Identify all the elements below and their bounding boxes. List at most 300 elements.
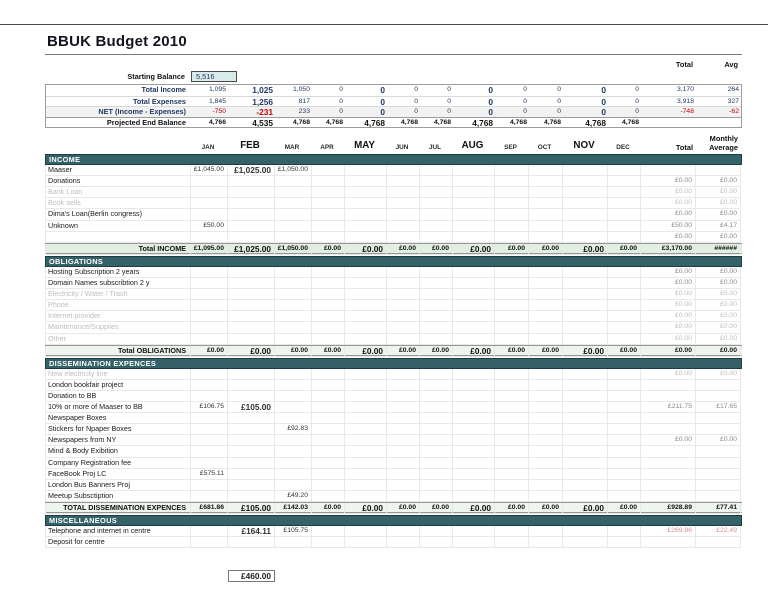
cell-apr[interactable] — [312, 469, 345, 480]
cell-dec[interactable] — [608, 491, 641, 502]
cell-dec[interactable] — [608, 559, 641, 570]
cell-total[interactable]: £0.00 — [641, 369, 696, 380]
cell-jan[interactable]: £1,095.00 — [191, 244, 228, 255]
month-header-cell[interactable]: DEC — [616, 144, 630, 151]
cell-dec[interactable] — [608, 570, 641, 581]
cell-apr[interactable] — [312, 480, 345, 491]
cell-nov[interactable] — [563, 570, 608, 581]
row-label-cell[interactable]: Maintenance/Supplies — [45, 322, 191, 333]
summary-row-label[interactable]: Projected End Balance — [106, 117, 186, 127]
cell-mar[interactable] — [275, 570, 312, 581]
row-label-cell[interactable]: Domain Names subscribtion 2 y — [45, 278, 191, 289]
cell-total[interactable]: £0.00 — [641, 278, 696, 289]
cell-nov[interactable]: £0.00 — [563, 503, 608, 514]
cell-jun[interactable] — [387, 165, 420, 176]
cell-apr[interactable] — [312, 232, 345, 243]
cell-may[interactable] — [345, 289, 387, 300]
cell-avg[interactable]: £0.00 — [696, 278, 741, 289]
row-label-cell[interactable]: Phone — [45, 300, 191, 311]
cell-jan[interactable] — [191, 232, 228, 243]
cell-feb[interactable] — [228, 391, 275, 402]
cell-sep[interactable] — [495, 435, 529, 446]
cell-may[interactable] — [345, 469, 387, 480]
cell-jan[interactable] — [191, 209, 228, 220]
cell-apr[interactable]: 4,768 — [325, 118, 343, 126]
cell-jun[interactable] — [387, 413, 420, 424]
cell-nov[interactable] — [563, 469, 608, 480]
cell-sep[interactable]: £0.00 — [495, 346, 529, 357]
row-label-cell[interactable]: FaceBook Proj LC — [45, 469, 191, 480]
cell-feb[interactable] — [228, 491, 275, 502]
cell-jan[interactable] — [191, 548, 228, 559]
cell-nov[interactable] — [563, 311, 608, 322]
cell-apr[interactable] — [312, 458, 345, 469]
cell-jul[interactable] — [420, 221, 453, 232]
cell-apr[interactable] — [312, 413, 345, 424]
cell-apr[interactable]: 0 — [339, 97, 343, 105]
cell-apr[interactable] — [312, 165, 345, 176]
cell-total[interactable]: 3,170 — [676, 86, 694, 93]
cell-avg[interactable]: £0.00 — [696, 369, 741, 380]
cell-total[interactable] — [641, 480, 696, 491]
cell-may[interactable] — [345, 526, 387, 537]
cell-aug[interactable] — [453, 446, 495, 457]
cell-apr[interactable] — [312, 446, 345, 457]
row-label-cell[interactable]: Bank Loan — [45, 187, 191, 198]
cell-total[interactable]: £0.00 — [641, 289, 696, 300]
cell-oct[interactable] — [529, 435, 563, 446]
cell-feb[interactable]: £105.00 — [228, 402, 275, 413]
cell-dec[interactable] — [608, 469, 641, 480]
summary-row-label[interactable]: Total Expenses — [133, 96, 186, 106]
cell-total[interactable]: £0.00 — [641, 209, 696, 220]
cell-nov[interactable] — [563, 380, 608, 391]
cell-mar[interactable] — [275, 537, 312, 548]
cell-aug[interactable] — [453, 570, 495, 581]
cell-avg[interactable]: £0.00 — [696, 289, 741, 300]
cell-aug[interactable] — [453, 391, 495, 402]
cell-may[interactable]: £0.00 — [345, 503, 387, 514]
cell-dec[interactable]: £0.00 — [608, 346, 641, 357]
cell-jun[interactable] — [387, 526, 420, 537]
cell-jun[interactable] — [387, 300, 420, 311]
month-header-cell[interactable]: MAR — [284, 144, 300, 151]
cell-dec[interactable] — [608, 458, 641, 469]
section-header[interactable]: DISSEMINATION EXPENCES — [45, 358, 742, 369]
row-label-cell[interactable]: London bookfair project — [45, 380, 191, 391]
cell-jan[interactable] — [191, 570, 228, 581]
cell-mar[interactable] — [275, 413, 312, 424]
cell-sep[interactable] — [495, 289, 529, 300]
cell-may[interactable] — [345, 165, 387, 176]
row-label-cell[interactable]: Company Registration fee — [45, 458, 191, 469]
cell-aug[interactable]: £0.00 — [453, 346, 495, 357]
cell-feb[interactable]: £1,025.00 — [228, 244, 275, 255]
cell-nov[interactable] — [563, 322, 608, 333]
cell-avg[interactable]: £0.00 — [696, 346, 741, 357]
cell-mar[interactable] — [275, 221, 312, 232]
cell-aug[interactable] — [453, 198, 495, 209]
cell-nov[interactable]: 4,768 — [585, 117, 606, 128]
cell-dec[interactable] — [608, 435, 641, 446]
cell-jul[interactable] — [420, 278, 453, 289]
cell-feb[interactable] — [228, 278, 275, 289]
row-label-cell[interactable]: Maaser — [45, 165, 191, 176]
cell-may[interactable] — [345, 176, 387, 187]
cell-dec[interactable] — [608, 548, 641, 559]
cell-mar[interactable]: £1,050.00 — [275, 165, 312, 176]
month-header-cell[interactable]: OCT — [537, 144, 552, 151]
monthly-total-label[interactable]: Total — [675, 143, 693, 152]
cell-jun[interactable]: 0 — [414, 108, 418, 115]
cell-avg[interactable] — [696, 458, 741, 469]
cell-aug[interactable] — [453, 526, 495, 537]
cell-total[interactable] — [641, 424, 696, 435]
cell-may[interactable] — [345, 232, 387, 243]
cell-aug[interactable] — [453, 435, 495, 446]
cell-avg[interactable]: -62 — [729, 108, 739, 115]
avg-column-header[interactable]: Avg — [724, 60, 738, 69]
cell-feb[interactable] — [228, 424, 275, 435]
row-label-cell[interactable]: New electricity line — [45, 369, 191, 380]
cell-sep[interactable]: 4,768 — [509, 118, 527, 126]
cell-jul[interactable] — [420, 232, 453, 243]
cell-mar[interactable] — [275, 311, 312, 322]
cell-mar[interactable] — [275, 300, 312, 311]
cell-nov[interactable] — [563, 435, 608, 446]
cell-jun[interactable]: £0.00 — [387, 346, 420, 357]
cell-jun[interactable] — [387, 198, 420, 209]
cell-feb[interactable]: 1,256 — [252, 96, 273, 107]
cell-feb[interactable]: £0.00 — [228, 346, 275, 357]
cell-may[interactable] — [345, 300, 387, 311]
row-label-cell[interactable]: Deposit for centre — [45, 537, 191, 548]
cell-avg[interactable] — [696, 491, 741, 502]
cell-mar[interactable]: 4,768 — [292, 118, 310, 126]
cell-oct[interactable] — [529, 267, 563, 278]
monthly-label[interactable]: Monthly — [709, 134, 738, 143]
cell-jul[interactable] — [420, 176, 453, 187]
cell-aug[interactable] — [453, 221, 495, 232]
cell-jun[interactable]: £0.00 — [387, 244, 420, 255]
cell-apr[interactable] — [312, 322, 345, 333]
cell-aug[interactable] — [453, 548, 495, 559]
cell-jun[interactable] — [387, 570, 420, 581]
cell-oct[interactable] — [529, 278, 563, 289]
cell-jan[interactable] — [191, 480, 228, 491]
cell-jul[interactable] — [420, 435, 453, 446]
cell-total[interactable]: £211.75 — [641, 402, 696, 413]
cell-aug[interactable] — [453, 322, 495, 333]
cell-jun[interactable] — [387, 176, 420, 187]
cell-jun[interactable] — [387, 209, 420, 220]
cell-dec[interactable] — [608, 289, 641, 300]
month-header-cell[interactable]: APR — [320, 144, 334, 151]
cell-may[interactable] — [345, 267, 387, 278]
cell-feb[interactable] — [228, 221, 275, 232]
section-header[interactable]: MISCELLANEOUS — [45, 515, 742, 526]
cell-avg[interactable]: £17.65 — [696, 402, 741, 413]
cell-jul[interactable] — [420, 480, 453, 491]
cell-jun[interactable] — [387, 559, 420, 570]
cell-jul[interactable]: 4,768 — [433, 118, 451, 126]
cell-dec[interactable]: £0.00 — [608, 503, 641, 514]
cell-oct[interactable] — [529, 176, 563, 187]
cell-jul[interactable] — [420, 458, 453, 469]
cell-feb[interactable] — [228, 435, 275, 446]
cell-apr[interactable] — [312, 548, 345, 559]
cell-avg[interactable]: £0.00 — [696, 267, 741, 278]
cell-oct[interactable]: £0.00 — [529, 244, 563, 255]
cell-avg[interactable] — [697, 118, 742, 129]
cell-nov[interactable] — [563, 176, 608, 187]
cell-apr[interactable] — [312, 334, 345, 345]
cell-may[interactable]: 0 — [380, 107, 385, 117]
cell-feb[interactable] — [228, 559, 275, 570]
cell-dec[interactable] — [608, 380, 641, 391]
cell-apr[interactable] — [312, 221, 345, 232]
cell-apr[interactable] — [312, 267, 345, 278]
cell-oct[interactable] — [529, 311, 563, 322]
row-label-cell[interactable] — [45, 559, 191, 570]
cell-jul[interactable] — [420, 491, 453, 502]
cell-mar[interactable] — [275, 458, 312, 469]
cell-avg[interactable] — [696, 537, 741, 548]
cell-feb[interactable]: £460.00 — [228, 570, 275, 581]
cell-sep[interactable] — [495, 413, 529, 424]
cell-avg[interactable] — [696, 413, 741, 424]
cell-total[interactable]: £0.00 — [641, 311, 696, 322]
cell-total[interactable] — [641, 413, 696, 424]
cell-oct[interactable] — [529, 334, 563, 345]
cell-avg[interactable]: £0.00 — [696, 198, 741, 209]
cell-apr[interactable] — [312, 300, 345, 311]
cell-feb[interactable] — [228, 380, 275, 391]
cell-dec[interactable] — [608, 221, 641, 232]
cell-may[interactable] — [345, 187, 387, 198]
cell-feb[interactable] — [228, 187, 275, 198]
cell-feb[interactable] — [228, 480, 275, 491]
cell-oct[interactable] — [529, 469, 563, 480]
cell-nov[interactable] — [563, 458, 608, 469]
cell-avg[interactable]: £0.00 — [696, 176, 741, 187]
cell-avg[interactable]: £0.00 — [696, 187, 741, 198]
cell-jan[interactable]: 1,095 — [208, 86, 226, 93]
cell-sep[interactable]: £0.00 — [495, 503, 529, 514]
cell-jul[interactable] — [420, 570, 453, 581]
cell-apr[interactable] — [312, 380, 345, 391]
cell-nov[interactable] — [563, 289, 608, 300]
month-header-cell[interactable]: AUG — [461, 140, 484, 151]
cell-dec[interactable] — [608, 165, 641, 176]
cell-dec[interactable]: 0 — [635, 108, 639, 115]
cell-mar[interactable]: £1,050.00 — [275, 244, 312, 255]
cell-mar[interactable] — [275, 380, 312, 391]
month-header-cell[interactable]: MAY — [354, 140, 375, 151]
section-header[interactable]: INCOME — [45, 154, 742, 165]
cell-may[interactable] — [345, 402, 387, 413]
cell-avg[interactable]: £0.00 — [696, 232, 741, 243]
cell-may[interactable] — [345, 458, 387, 469]
cell-avg[interactable] — [696, 424, 741, 435]
cell-total[interactable]: £928.89 — [641, 503, 696, 514]
cell-total[interactable] — [641, 391, 696, 402]
cell-jun[interactable]: 0 — [414, 97, 418, 105]
row-label-cell[interactable]: 10% or more of Maaser to BB — [45, 402, 191, 413]
cell-jan[interactable] — [191, 187, 228, 198]
row-label-cell[interactable] — [45, 232, 191, 243]
cell-mar[interactable] — [275, 322, 312, 333]
cell-jul[interactable] — [420, 187, 453, 198]
cell-jul[interactable]: 0 — [447, 86, 451, 93]
cell-aug[interactable]: £0.00 — [453, 503, 495, 514]
cell-nov[interactable] — [563, 559, 608, 570]
cell-apr[interactable] — [312, 570, 345, 581]
cell-jul[interactable] — [420, 391, 453, 402]
cell-mar[interactable] — [275, 435, 312, 446]
cell-avg[interactable]: £0.00 — [696, 322, 741, 333]
cell-aug[interactable] — [453, 413, 495, 424]
cell-jan[interactable] — [191, 424, 228, 435]
month-header-cell[interactable]: NOV — [573, 140, 595, 151]
cell-sep[interactable] — [495, 548, 529, 559]
cell-jan[interactable] — [191, 458, 228, 469]
cell-nov[interactable] — [563, 424, 608, 435]
cell-dec[interactable] — [608, 267, 641, 278]
cell-feb[interactable] — [228, 311, 275, 322]
cell-dec[interactable] — [608, 537, 641, 548]
cell-jul[interactable] — [420, 198, 453, 209]
cell-dec[interactable] — [608, 391, 641, 402]
cell-jan[interactable]: £1,045.00 — [191, 165, 228, 176]
cell-jun[interactable] — [387, 232, 420, 243]
cell-nov[interactable] — [563, 300, 608, 311]
cell-oct[interactable]: £0.00 — [529, 503, 563, 514]
cell-jun[interactable] — [387, 267, 420, 278]
cell-apr[interactable] — [312, 435, 345, 446]
cell-aug[interactable] — [453, 300, 495, 311]
cell-oct[interactable] — [529, 369, 563, 380]
cell-jan[interactable]: 4,766 — [208, 118, 226, 126]
cell-apr[interactable] — [312, 559, 345, 570]
cell-dec[interactable] — [608, 413, 641, 424]
cell-jan[interactable] — [191, 446, 228, 457]
cell-sep[interactable] — [495, 570, 529, 581]
cell-avg[interactable] — [696, 548, 741, 559]
cell-feb[interactable] — [228, 469, 275, 480]
cell-jun[interactable] — [387, 322, 420, 333]
cell-oct[interactable] — [529, 221, 563, 232]
cell-jan[interactable] — [191, 334, 228, 345]
cell-apr[interactable] — [312, 198, 345, 209]
cell-jul[interactable] — [420, 209, 453, 220]
cell-total[interactable]: 3,918 — [676, 97, 694, 105]
cell-nov[interactable] — [563, 334, 608, 345]
summary-row-label[interactable]: NET (Income - Expenses) — [98, 107, 186, 116]
cell-total[interactable]: £0.00 — [641, 198, 696, 209]
cell-jul[interactable]: £0.00 — [420, 244, 453, 255]
cell-mar[interactable]: £105.75 — [275, 526, 312, 537]
cell-may[interactable] — [345, 491, 387, 502]
cell-jan[interactable] — [191, 559, 228, 570]
cell-dec[interactable] — [608, 322, 641, 333]
cell-jan[interactable]: £681.86 — [191, 503, 228, 514]
cell-total[interactable]: -748 — [680, 108, 694, 115]
cell-total[interactable]: £269.86 — [641, 526, 696, 537]
cell-dec[interactable] — [608, 446, 641, 457]
cell-mar[interactable] — [275, 480, 312, 491]
cell-sep[interactable] — [495, 559, 529, 570]
cell-may[interactable] — [345, 413, 387, 424]
cell-nov[interactable] — [563, 548, 608, 559]
month-header-cell[interactable]: JUL — [428, 144, 442, 151]
cell-avg[interactable] — [696, 480, 741, 491]
cell-apr[interactable] — [312, 187, 345, 198]
cell-feb[interactable] — [228, 446, 275, 457]
cell-jul[interactable]: £0.00 — [420, 503, 453, 514]
cell-mar[interactable] — [275, 369, 312, 380]
cell-sep[interactable] — [495, 369, 529, 380]
cell-aug[interactable] — [453, 278, 495, 289]
cell-dec[interactable]: £0.00 — [608, 244, 641, 255]
cell-avg[interactable]: £77.41 — [696, 503, 741, 514]
cell-feb[interactable] — [228, 232, 275, 243]
cell-jun[interactable] — [387, 435, 420, 446]
cell-oct[interactable] — [529, 322, 563, 333]
cell-jul[interactable] — [420, 402, 453, 413]
cell-oct[interactable] — [529, 526, 563, 537]
cell-oct[interactable] — [529, 198, 563, 209]
cell-dec[interactable]: 0 — [635, 97, 639, 105]
cell-feb[interactable] — [228, 289, 275, 300]
cell-total[interactable] — [641, 458, 696, 469]
cell-jun[interactable] — [387, 289, 420, 300]
cell-feb[interactable]: 1,025 — [252, 85, 273, 95]
cell-feb[interactable] — [228, 537, 275, 548]
cell-feb[interactable] — [228, 176, 275, 187]
row-label-cell[interactable]: Meetup Subsctiption — [45, 491, 191, 502]
cell-mar[interactable] — [275, 402, 312, 413]
cell-total[interactable]: £0.00 — [641, 300, 696, 311]
cell-sep[interactable] — [495, 278, 529, 289]
cell-jun[interactable] — [387, 446, 420, 457]
cell-avg[interactable]: £0.00 — [696, 435, 741, 446]
cell-mar[interactable]: 233 — [298, 108, 310, 115]
month-header-cell[interactable]: JUN — [395, 144, 409, 151]
cell-apr[interactable] — [312, 402, 345, 413]
cell-nov[interactable] — [563, 369, 608, 380]
cell-avg[interactable] — [696, 165, 741, 176]
cell-jan[interactable]: £575.11 — [191, 469, 228, 480]
cell-apr[interactable] — [312, 209, 345, 220]
cell-jun[interactable] — [387, 380, 420, 391]
cell-nov[interactable]: 0 — [601, 96, 606, 107]
cell-aug[interactable]: 0 — [488, 96, 493, 107]
cell-aug[interactable] — [453, 424, 495, 435]
cell-dec[interactable] — [608, 232, 641, 243]
cell-apr[interactable]: £0.00 — [312, 346, 345, 357]
cell-may[interactable] — [345, 369, 387, 380]
row-label-cell[interactable]: Newspaper Boxes — [45, 413, 191, 424]
cell-oct[interactable] — [529, 187, 563, 198]
cell-avg[interactable]: £22.49 — [696, 526, 741, 537]
cell-sep[interactable] — [495, 391, 529, 402]
cell-sep[interactable] — [495, 198, 529, 209]
cell-may[interactable] — [345, 198, 387, 209]
cell-oct[interactable] — [529, 491, 563, 502]
cell-total[interactable]: £0.00 — [641, 232, 696, 243]
cell-apr[interactable]: £0.00 — [312, 503, 345, 514]
